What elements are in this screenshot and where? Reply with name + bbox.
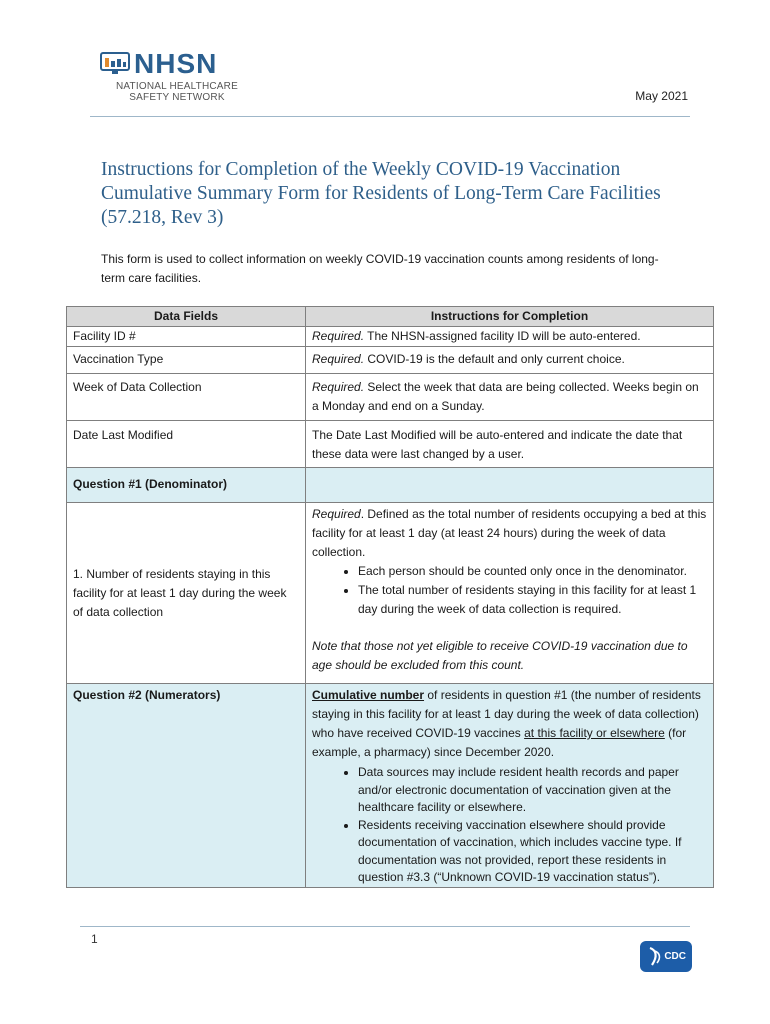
computer-monitor-icon [100,52,130,76]
intro-paragraph: This form is used to collect information on weekly COVID-19 vaccination counts among residents of long-term care facilities. [101,252,659,285]
instruction-cell: The Date Last Modified will be auto-entered and indicate the date that these data were last changed by a user. [306,421,714,468]
list-item: • Each person should be counted only once in the denominator. [358,562,707,581]
list-item: • Data sources may include resident health records and paper and/or electronic documentation of vaccination given at the healthcare facility or elsewhere. [358,764,707,817]
field-cell: Date Last Modified [67,421,306,468]
footer-divider [80,926,690,927]
table-row [67,374,714,421]
column-header-data-fields: Data Fields [67,307,306,327]
header-divider [90,116,690,117]
nhsn-logo [100,48,250,110]
instruction-text: Select the week that data are being collected. Weeks begin on a Monday and end on a Sunday. [312,380,699,413]
field-cell: Week of Data Collection [67,374,306,421]
definition-text-a: of residents in question #1 (the number of residents staying in this facility for at least 1 day during the week of data collection) who have received COVID-19 vaccines [312,688,701,740]
definition-text-b: (for example, a pharmacy) since December 2020. [312,726,687,759]
definition-underlined: at this facility or elsewhere [524,726,665,740]
required-label: Required [312,507,361,521]
question-1-instructions [306,503,714,684]
logo-subtitle-line-1: NATIONAL HEALTHCARE [116,81,238,92]
question-1-field: 1. Number of residents staying in this facility for at least 1 day during the week of data collection [67,503,306,684]
note-text: Note that those not yet eligible to receive COVID-19 vaccination due to age should be excluded from this count. [312,639,688,672]
page-title: Instructions for Completion of the Weekly COVID-19 Vaccination Cumulative Summary Form for Residents of Long-Term Care Facilities (57.218, Rev 3) [101,159,661,228]
question-1-row [67,503,714,684]
question-2-heading: Question #2 (Numerators) [67,684,306,888]
field-cell: Vaccination Type [67,347,306,374]
list-item: • The total number of residents staying in this facility for at least 1 day during the week of data collection is required. [358,581,707,619]
question-1-bullets [312,562,707,619]
table-row [67,327,714,347]
cumulative-number-label: Cumulative number [312,688,425,702]
question-1-definition [312,505,707,562]
logo-wordmark: NHSN [134,48,218,79]
question-2-definition [312,686,707,762]
definition-text: . Defined as the total number of residents occupying a bed at this facility for at least 1 day (at least 24 hours) during the week of data collection. [312,507,707,559]
question-1-heading: Question #1 (Denominator) [67,468,306,503]
instructions-table [66,306,714,888]
question-1-heading-row [67,468,714,503]
instruction-text: The NHSN-assigned facility ID will be auto-entered. [364,329,641,343]
instruction-text: COVID-19 is the default and only current choice. [364,352,625,366]
list-item: • Residents receiving vaccination elsewhere should provide documentation of vaccination, which includes vaccine type. If documentation was not provided, report these residents in question #3.3 (“Unknown COVID-19 vaccination status”). [358,817,707,887]
table-row [67,347,714,374]
instruction-cell [306,347,714,374]
table-header-row [67,307,714,327]
question-2-instructions [306,684,714,888]
question-2-bullets [312,764,707,887]
logo-subtitle-line-2: SAFETY NETWORK [129,92,225,103]
required-label: Required. [312,329,365,343]
question-1-heading-empty-cell [306,468,714,503]
required-label: Required. [312,352,365,366]
logo-subtitle [102,81,252,103]
instruction-cell [306,374,714,421]
column-header-instructions: Instructions for Completion [306,307,714,327]
cdc-logo-text: CDC [664,951,686,962]
field-cell: Facility ID # [67,327,306,347]
table-row [67,421,714,468]
cdc-logo [640,941,692,972]
instruction-cell [306,327,714,347]
document-date: May 2021 [635,89,688,103]
question-1-note [312,637,707,675]
required-label: Required. [312,380,365,394]
page-number: 1 [91,932,98,946]
question-2-row [67,684,714,888]
hhs-eagle-icon [646,946,666,967]
